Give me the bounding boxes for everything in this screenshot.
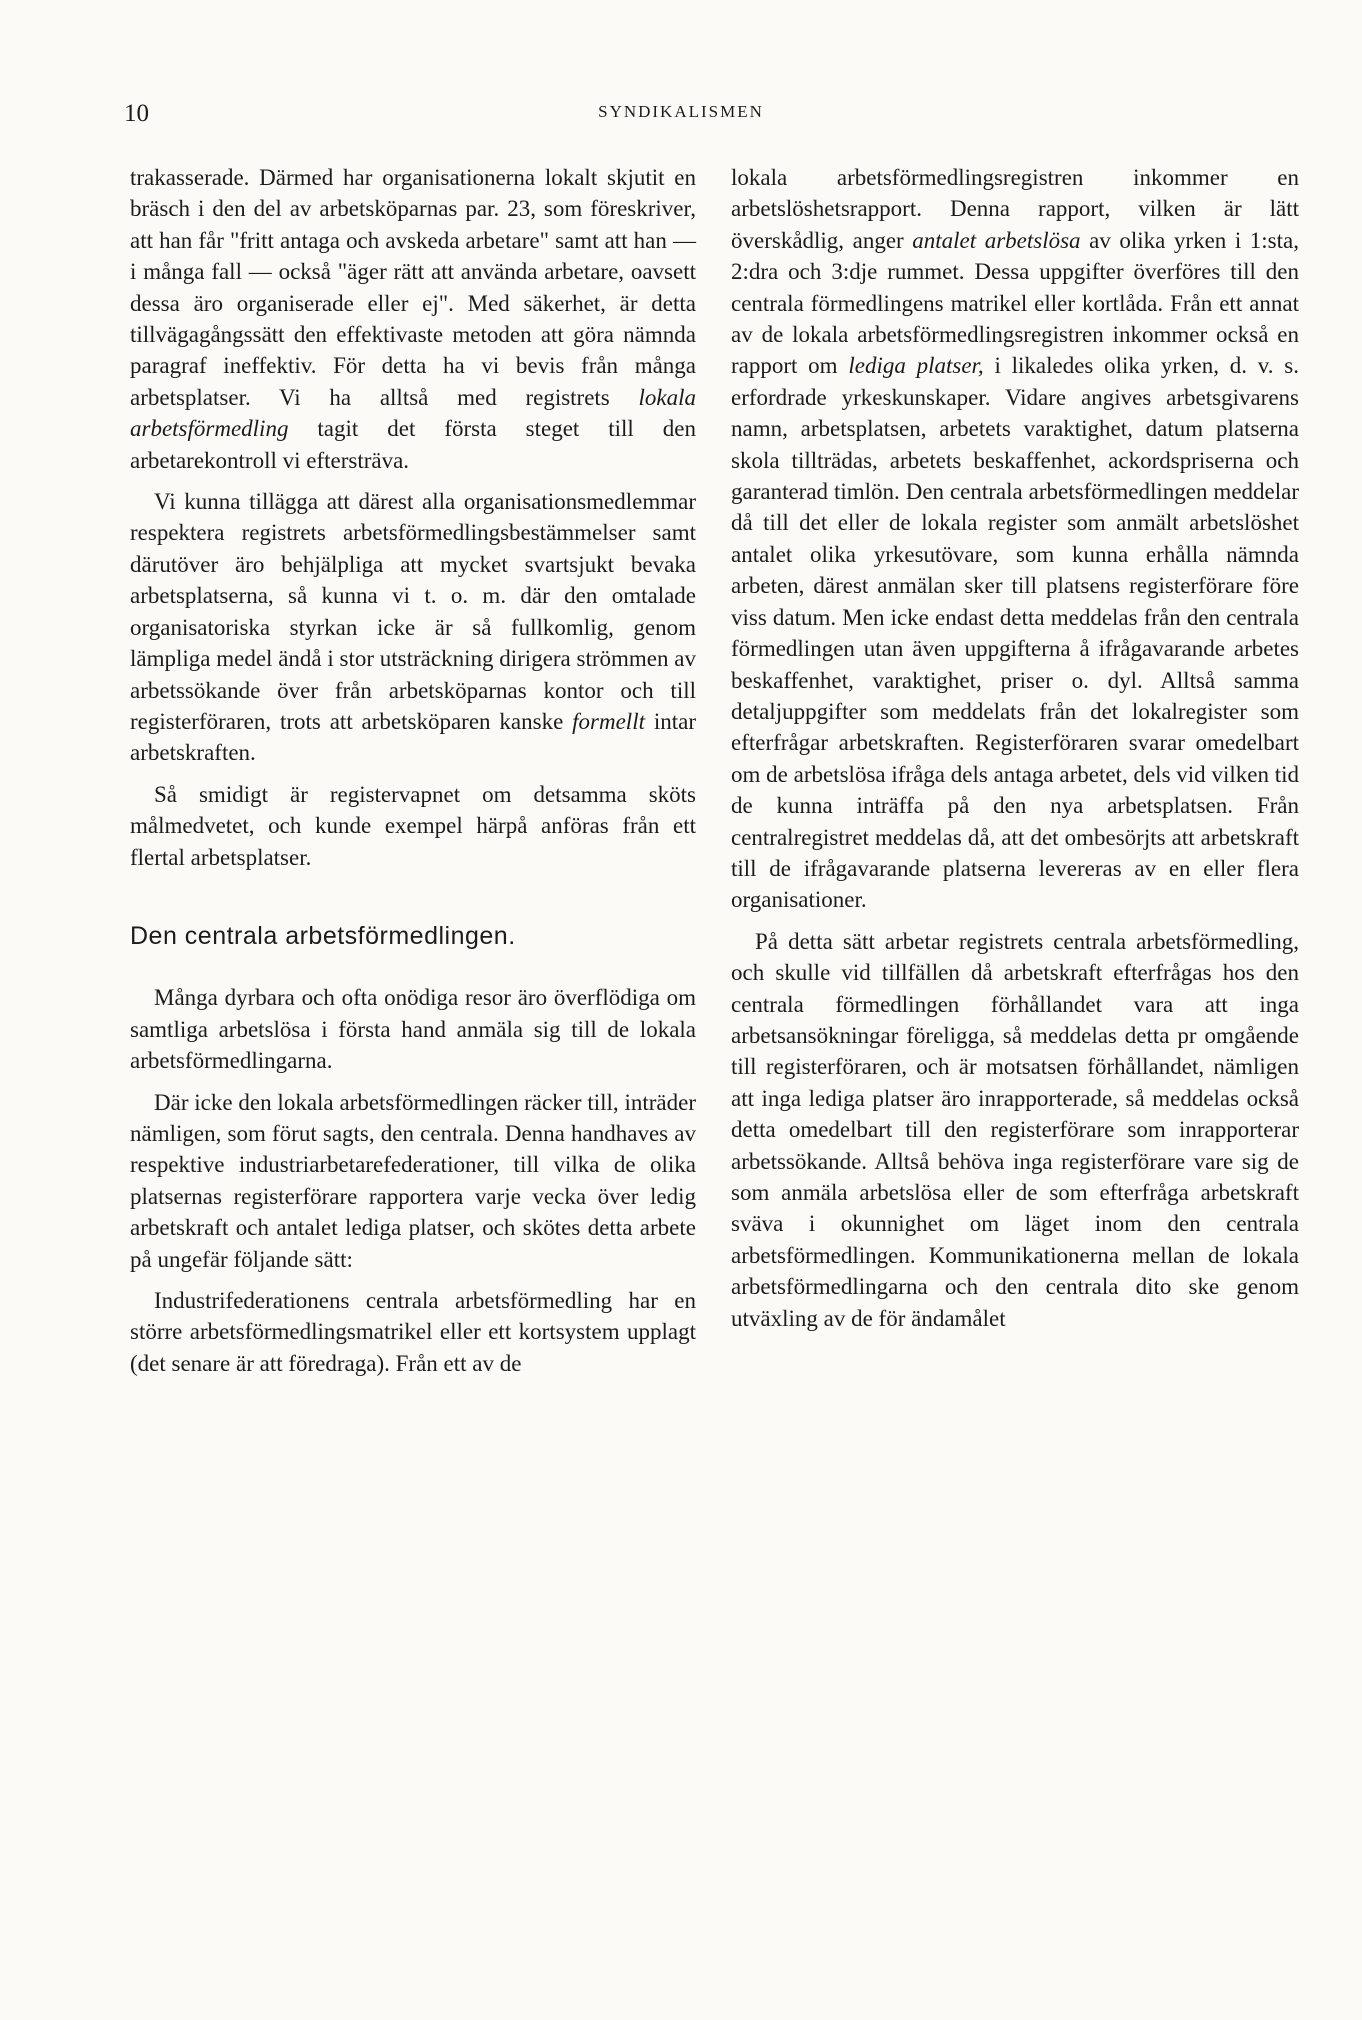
emphasis: formellt [572, 708, 645, 734]
paragraph: På detta sätt arbetar registrets centrala arbetsförmedling, och skulle vid tillfällen då arbetskraft efterfrågas hos den centrala förmedlingen förhållandet vara att inga arbetsansökningar föreligga, så meddelas detta pr omgående till registerföraren, och är motsatsen förhållandet, nämligen att inga lediga platser äro inrapporterade, så meddelas också detta omedelbart till den registerförare som inrapporterar arbetssökande. Alltså behöva inga registerförare vare sig de som anmäla arbetslösa eller de som efterfråga arbetskraft sväva i okunnighet om läget inom den centrala arbetsförmedlingen. Kommunikationerna mellan de lokala arbetsförmedlingarna och den centrala dito ske genom utväxling av de för ändamålet [731, 928, 1299, 1331]
paragraph: Vi kunna tillägga att därest alla organisationsmedlemmar respektera registrets arbetsförmedlingsbestämmelser samt därutöver äro behjälpliga att mycket svartsjukt bevaka arbetsplatserna, så kunna vi t. o. m. där den omtalade organisatoriska styrkan icke är så fullkomlig, genom lämpliga medel ändå i stor utsträckning dirigera strömmen av arbetssökande över från arbetsköparnas kontor och till registerföraren, trots att arbetsköparen kanske formellt intar arbetskraften. [130, 489, 696, 766]
emphasis: lokala arbetsförmedling [130, 384, 696, 442]
paragraph: Industrifederationens centrala arbetsförmedling har en större arbetsförmedlingsmatrikel eller ett kortsystem upplagt (det senare är att föredraga). Från ett av de [130, 1288, 696, 1376]
running-head: SYNDIKALISMEN [598, 102, 764, 121]
paragraph: Många dyrbara och ofta onödiga resor äro överflödiga om samtliga arbetslösa i första hand anmäla sig till de lokala arbetsförmedlingarna. [130, 985, 696, 1074]
paragraph: lokala arbetsförmedlingsregistren inkommer en arbetslöshetsrapport. Denna rapport, vilken är lätt överskådlig, anger antalet arbetslösa av olika yrken i 1:sta, 2:dra och 3:dje rummet. Dessa uppgifter överföres till den centrala förmedlingens matrikel eller kortlåda. Från ett annat av de lokala arbetsförmedlingsregistren inkommer också en rapport om lediga platser, i likaledes olika yrken, d. v. s. erfordrade yrkeskunskaper. Vidare angives arbetsgivarens namn, arbetsplatsen, arbetets varaktighet, datum platserna skola tillträdas, arbetets beskaffenhet, ackordspriserna och garanterad timlön. Den centrala arbetsförmedlingen meddelar då till det eller de lokala register som anmält arbetslöshet antalet olika yrkesutövare, som kunna erhålla nämnda arbeten, därest anmälan sker till platsens registerförare före viss datum. Men icke endast detta meddelas från den centrala förmedlingen utan även uppgifterna å ifrågavarande arbetes beskaffenhet, varaktighet, priser o. dyl. Alltså samma detaljuppgifter som meddelats från det lokalregister som efterfrågar arbetskraften. Registerföraren svarar omedelbart om de arbetslösa ifråga dels antaga arbetet, dels vid vilken tid de kunna inträffa på den nya arbetsplatsen. Från centralregistret meddelas då, att det ombesörjts att arbetskraft till de ifrågavarande platserna levereras av en eller flera organisationer. [731, 165, 1299, 913]
paragraph: trakasserade. Därmed har organisationerna lokalt skjutit en bräsch i den del av arbetsköparnas par. 23, som föreskriver, att han får "fritt antaga och avskeda arbetare" samt att han — i många fall — också "äger rätt att använda arbetare, oavsett dessa äro organiserade eller ej". Med säkerhet, är detta tillvägagångssätt den effektivaste metoden att göra nämnda paragraf ineffektiv. För detta ha vi bevis från många arbetsplatser. Vi ha alltså med registrets lokala arbetsförmedling tagit det första steget till den arbetarekontroll vi eftersträva. [130, 165, 696, 473]
section-heading: Den centrala arbetsförmedlingen. [130, 921, 516, 950]
left-column [130, 162, 696, 1379]
paragraph: Där icke den lokala arbetsförmedlingen räcker till, inträder nämligen, som förut sagts, den centrala. Denna handhaves av respektive industriarbetarefederationer, till vilka de olika platsernas registerförare rapportera varje vecka över ledig arbetskraft och antalet lediga platser, och skötes detta arbete på ungefär följande sätt: [130, 1089, 696, 1272]
paragraph: Så smidigt är registervapnet om detsamma sköts målmedvetet, och kunde exempel härpå anföras från ett flertal arbetsplatser. [130, 781, 696, 870]
emphasis: lediga platser, [848, 353, 984, 379]
emphasis: antalet arbetslösa [912, 227, 1081, 253]
right-column [731, 162, 1299, 1334]
page-number: 10 [124, 100, 149, 127]
